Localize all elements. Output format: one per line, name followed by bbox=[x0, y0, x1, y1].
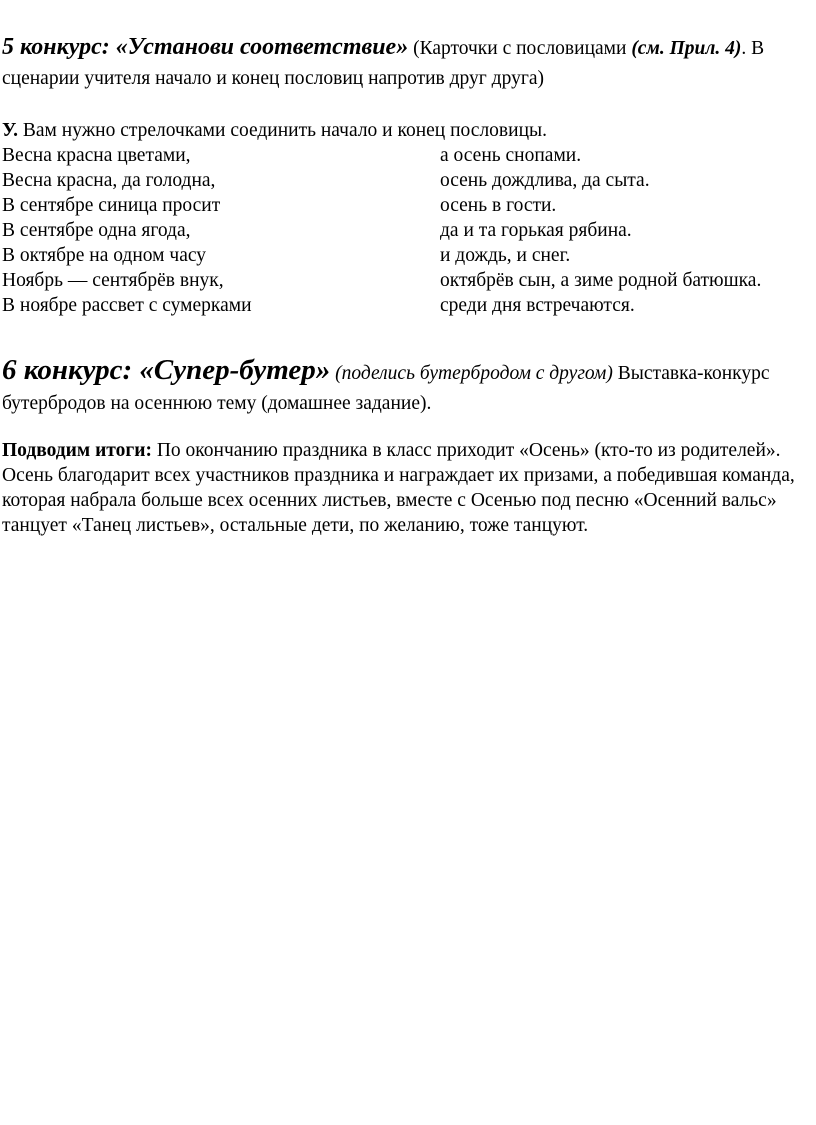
teacher-label: У. bbox=[2, 120, 19, 141]
section5-note-rest: . В сценарии учителя начало и конец пословиц напротив друг друга) bbox=[2, 38, 765, 89]
proverb-end: да и та горькая рябина. bbox=[440, 220, 632, 241]
proverb-pair bbox=[2, 168, 812, 193]
proverb-start: В октябре на одном часу bbox=[2, 245, 206, 266]
proverb-start: В ноябре рассвет с сумерками bbox=[2, 295, 252, 316]
proverb-pair bbox=[2, 293, 812, 318]
proverb-pair bbox=[2, 193, 812, 218]
summary-label: Подводим итоги: bbox=[2, 440, 152, 461]
proverb-end: среди дня встречаются. bbox=[440, 295, 635, 316]
proverb-start: В сентябре синица просит bbox=[2, 195, 221, 216]
proverb-start: Весна красна цветами, bbox=[2, 145, 191, 166]
proverb-start: В сентябре одна ягода, bbox=[2, 220, 191, 241]
section5-title: 5 конкурс: «Установи соответствие» bbox=[2, 34, 409, 60]
proverb-pairs bbox=[2, 143, 812, 318]
proverb-start: Ноябрь — сентябрёв внук, bbox=[2, 270, 224, 291]
section5-note-open: (Карточки с пословицами bbox=[408, 38, 632, 59]
proverb-end: и дождь, и снег. bbox=[440, 245, 571, 266]
proverb-end: осень дождлива, да сыта. bbox=[440, 170, 650, 191]
section5-appendix-ref: (см. Прил. 4) bbox=[631, 38, 742, 59]
proverb-pair bbox=[2, 218, 812, 243]
proverb-pair bbox=[2, 243, 812, 268]
summary-text: По окончанию праздника в класс приходит «Осень» (кто-то из родителей». Осень благодарит всех участников праздника и награждает их призами, а победившая команда, которая набрала больше всех осенних листьев, вместе с Осенью под песню «Осенний вальс» танцует «Танец листьев», остальные дети, по желанию, тоже танцуют. bbox=[2, 440, 795, 536]
proverb-end: осень в гости. bbox=[440, 195, 557, 216]
proverb-pair bbox=[2, 143, 812, 168]
section6-heading bbox=[2, 355, 812, 419]
proverb-end: октябрёв сын, а зиме родной батюшка. bbox=[440, 270, 762, 291]
section6-title: 6 конкурс: «Супер-бутер» bbox=[2, 354, 331, 386]
section6-text: Выставка-конкурс бутербродов на осеннюю тему (домашнее задание). bbox=[2, 363, 770, 414]
section5-heading bbox=[2, 32, 812, 94]
section6-subtitle: (поделись бутербродом с другом) bbox=[330, 363, 613, 384]
proverb-start: Весна красна, да голодна, bbox=[2, 170, 216, 191]
proverb-end: а осень снопами. bbox=[440, 145, 582, 166]
instruction-text: Вам нужно стрелочками соединить начало и конец пословицы. bbox=[18, 120, 547, 141]
summary-paragraph bbox=[2, 438, 812, 538]
proverb-pair bbox=[2, 268, 812, 293]
section5-instruction bbox=[2, 118, 812, 143]
